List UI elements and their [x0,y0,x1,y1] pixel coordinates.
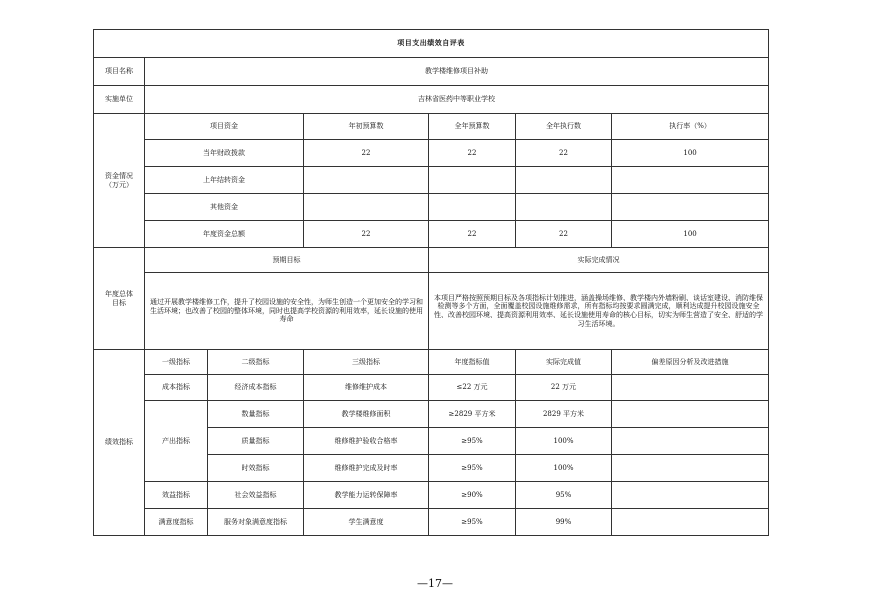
perf-level2: 质量指标 [208,428,304,455]
perf-level1: 产出指标 [145,401,208,482]
perf-actual: 100% [516,455,612,482]
perf-level1: 满意度指标 [145,509,208,536]
perf-target: ≤22 万元 [429,375,516,401]
perf-level3: 教学楼维修面积 [304,401,429,428]
perf-level2: 社会效益指标 [208,482,304,509]
perf-actual: 22 万元 [516,375,612,401]
expected-goal-label: 预期目标 [145,248,429,273]
funds-row-initial [304,167,429,194]
funds-header-initial: 年初预算数 [304,114,429,140]
self-evaluation-form [93,29,769,536]
funds-row-initial: 22 [304,221,429,248]
funds-row-executed [516,167,612,194]
perf-level1: 成本指标 [145,375,208,401]
funds-row-annual: 22 [429,140,516,167]
perf-level3: 学生满意度 [304,509,429,536]
unit-label: 实施单位 [94,86,145,114]
funds-row-name: 上年结转资金 [145,167,304,194]
perf-note [612,455,769,482]
perf-actual: 95% [516,482,612,509]
perf-level3: 教学能力运转保障率 [304,482,429,509]
perf-header-level1: 一级指标 [145,350,208,375]
funds-section-label: 资金情况 （万元） [94,114,145,248]
funds-row-rate: 100 [612,140,769,167]
funds-row-annual: 22 [429,221,516,248]
goals-section-label: 年度总体 目标 [94,248,145,350]
perf-actual: 100% [516,428,612,455]
perf-level2: 经济成本指标 [208,375,304,401]
perf-level3: 维修维护完成及时率 [304,455,429,482]
unit-value: 吉林省医药中等职业学校 [145,86,769,114]
funds-header-executed: 全年执行数 [516,114,612,140]
funds-row-rate [612,194,769,221]
funds-row-name: 年度资金总额 [145,221,304,248]
perf-note [612,428,769,455]
funds-row-annual [429,167,516,194]
funds-row-annual [429,194,516,221]
perf-level1: 效益指标 [145,482,208,509]
perf-actual: 2829 平方米 [516,401,612,428]
page-number: —17— [417,577,453,590]
perf-header-target: 年度指标值 [429,350,516,375]
perf-level2: 服务对象满意度指标 [208,509,304,536]
perf-note [612,509,769,536]
form-title: 项目支出绩效自评表 [94,30,769,58]
perf-level2: 时效指标 [208,455,304,482]
perf-target: ≥95% [429,428,516,455]
perf-level2: 数量指标 [208,401,304,428]
funds-row-executed: 22 [516,221,612,248]
actual-completion-text: 本项目严格按照预期目标及各项指标计划推进，涵盖操场维修、教学楼内外墙粉刷、谈话室建设、消防维保检测等多个方面，全面覆盖校园设施维修需求，所有指标均按要求圆满完成，顺利达成提升校园设施安全性、改善校园环境、提高资源利用效率、延长设施使用寿命的核心目标，切实为师生营造了安全、舒适的学习生活环境。 [429,273,769,350]
perf-target: ≥90% [429,482,516,509]
funds-row-initial [304,194,429,221]
perf-target: ≥95% [429,509,516,536]
perf-header-level2: 二级指标 [208,350,304,375]
perf-target: ≥2829 平方米 [429,401,516,428]
perf-note [612,401,769,428]
funds-header-annual: 全年预算数 [429,114,516,140]
project-name-label: 项目名称 [94,58,145,86]
perf-header-note: 偏差原因分析及改进措施 [612,350,769,375]
actual-completion-label: 实际完成情况 [429,248,769,273]
funds-row-name: 其他资金 [145,194,304,221]
funds-row-rate [612,167,769,194]
project-name-value: 教学楼维修项目补助 [145,58,769,86]
performance-section-label: 绩效指标 [94,350,145,536]
funds-header-item: 项目资金 [145,114,304,140]
perf-note [612,375,769,401]
funds-header-rate: 执行率（%） [612,114,769,140]
perf-level3: 维修维护成本 [304,375,429,401]
funds-row-executed: 22 [516,140,612,167]
funds-row-initial: 22 [304,140,429,167]
perf-actual: 99% [516,509,612,536]
funds-row-rate: 100 [612,221,769,248]
funds-row-name: 当年财政拨款 [145,140,304,167]
perf-level3: 维修维护验收合格率 [304,428,429,455]
expected-goal-text: 通过开展教学楼维修工作，提升了校园设施的安全性，为师生创造一个更加安全的学习和生活环境；也改善了校园的整体环境，同时也提高学校资源的利用效率，延长设施的使用寿命 [145,273,429,350]
perf-target: ≥95% [429,455,516,482]
perf-note [612,482,769,509]
perf-header-actual: 实际完成值 [516,350,612,375]
funds-row-executed [516,194,612,221]
perf-header-level3: 三级指标 [304,350,429,375]
